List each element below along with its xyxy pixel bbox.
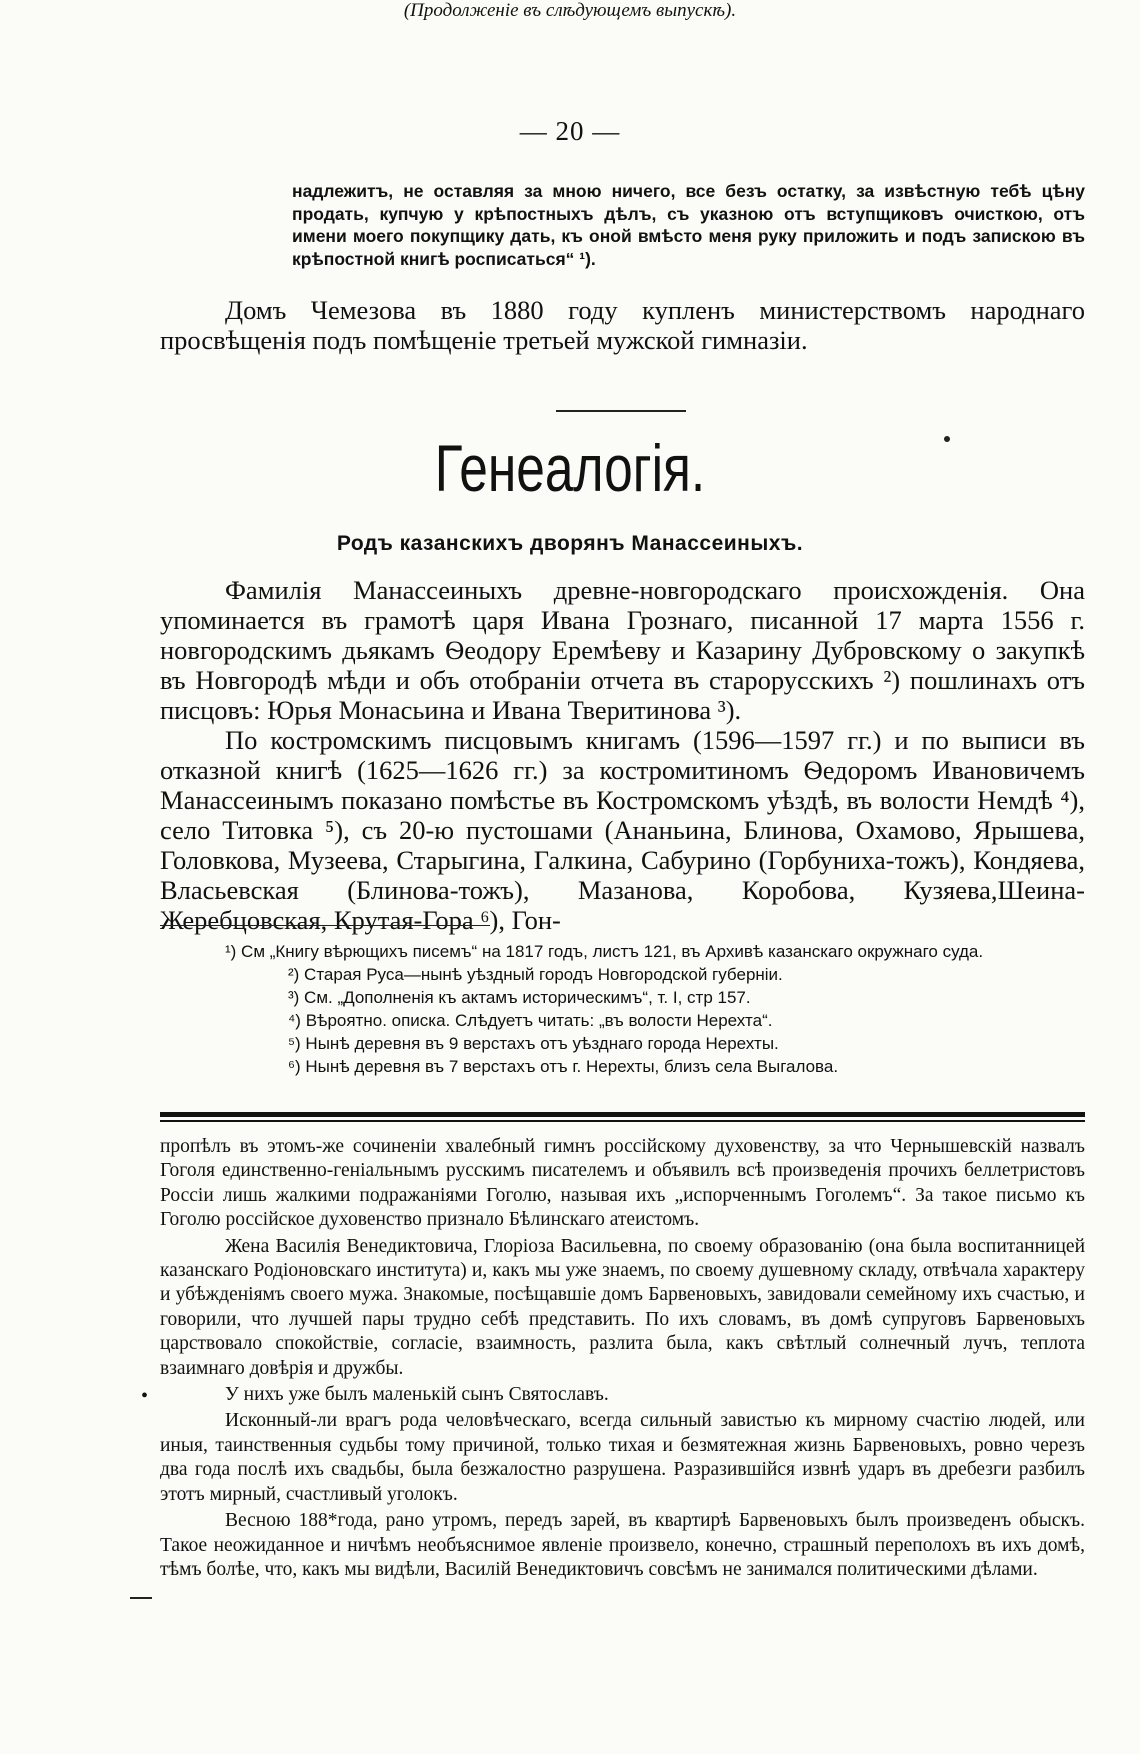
- margin-bullet: •: [141, 1385, 149, 1407]
- lower-paragraph-3: У нихъ уже былъ маленькій сынъ Святославъ.: [225, 1384, 609, 1406]
- margin-dash: [130, 1597, 152, 1599]
- section-subtitle: Родъ казанскихъ дворянъ Манассеиныхъ.: [336, 532, 804, 555]
- section-title: Генеалогія.: [434, 431, 706, 505]
- house-paragraph: Домъ Чемезова въ 1880 году купленъ министерствомъ народнаго просвѣщенія подъ помѣщеніе третьей мужской гимназіи.: [160, 295, 1085, 355]
- lower-paragraph-5: Весною 188*года, рано утромъ, передъ зарей, въ квартирѣ Барвеновыхъ былъ произведенъ обыскъ. Такое неожиданное и ничѣмъ необъяснимое явленіе произвело, конечно, страшный переполохъ въ ихъ домѣ, тѣмъ болѣе, что, какъ мы видѣли, Василій Венедиктовичъ совсѣмъ не занимался политическими дѣлами.: [160, 1510, 1085, 1580]
- section-divider: [556, 410, 686, 412]
- page-separator-thick: [160, 1112, 1085, 1117]
- page-number: — 20 —: [519, 116, 621, 146]
- footnote-5: ⁵) Нынѣ деревня въ 9 верстахъ отъ уѣзднаго города Нерехты.: [288, 1034, 779, 1053]
- lower-paragraph-2: Жена Василія Венедиктовича, Глоріоза Васильевна, по своему образованію (она была воспитанницей казанскаго Родіоновскаго института) и, какъ мы уже знаемъ, по своему душевному складу, отвѣчала характеру и убѣжденіямъ своего мужа. Знакомые, посѣщавшіе домъ Барвеновыхъ, завидовали семейному ихъ счастью, и говорили, что лучшей пары трудно себѣ представить. По ихъ словамъ, въ домѣ супруговъ Барвеновыхъ царствовало спокойствіе, согласіе, взаимность, разлита была, какъ свѣтлый солнечный лучъ, теплота взаимнаго довѣрія и дружбы.: [160, 1235, 1085, 1379]
- genealogy-paragraph-2: По костромскимъ писцовымъ книгамъ (1596—1597 гг.) и по выписи въ отказной книгѣ (1625—1626 гг.) за костромитиномъ Ѳедоромъ Ивановичемъ Манассеинымъ показано помѣстье въ Костромскомъ уѣздѣ, въ волости Немдѣ ⁴), село Титовка ⁵), съ 20-ю пустошами (Ананьина, Блинова, Охамово, Ярышева, Головкова, Музеева, Старыгина, Галкина, Сабурино (Горбуниха-тожъ), Кондяева, Власьевская (Блинова-тожъ), Мазанова, Коробова, Кузяева,Шеина-Жеребцовская, Крутая-Гора ⁶), Гон-: [160, 725, 1085, 935]
- footnote-3: ³) См. „Дополненія къ актамъ историческимъ“, т. I, стр 157.: [288, 988, 751, 1007]
- lower-paragraph-1: пропѣлъ въ этомъ-же сочиненіи хвалебный гимнъ россійскому духовенству, за что Чернышевскій назвалъ Гоголя единственно-геніальнымъ русскимъ писателемъ и объявилъ всѣ произведенія прочихъ беллетристовъ Россіи лишь жалкими подражаніями Гоголю, называя ихъ „испорченнымъ Гоголемъ“. За такое письмо къ Гоголю россійское духовенство признало Бѣлинскаго атеистомъ.: [160, 1136, 1085, 1231]
- footnote-4: ⁴) Вѣроятно. описка. Слѣдуетъ читать: „въ волости Нерехта“.: [288, 1011, 773, 1030]
- footnote-1: ¹) См „Книгу вѣрющихъ писемъ“ на 1817 годъ, листъ 121, въ Архивѣ казанскаго окружнаго суда.: [225, 942, 984, 961]
- page-separator-thin: [160, 1120, 1085, 1122]
- genealogy-paragraph-1: Фамилія Манассеиныхъ древне-новгородскаго происхожденія. Она упоминается въ грамотѣ царя Ивана Грознаго, писанной 17 марта 1556 г. новгородскимъ дьякамъ Ѳеодору Еремѣеву и Казарину Дубровскому о закупкѣ въ Новгородѣ мѣди и объ отобраніи отчета въ старорусскихъ ²) пошлинахъ отъ писцовъ: Юрья Монасьина и Ивана Тверитинова ³).: [160, 575, 1085, 725]
- continuation-note: (Продолженіе въ слѣдующемъ выпускѣ).: [403, 0, 737, 21]
- footnote-rule: [160, 925, 490, 926]
- footnotes: [160, 940, 1085, 1078]
- footnote-2: ²) Старая Руса—нынѣ уѣздный городъ Новгородской губерніи.: [288, 965, 783, 984]
- lower-body: [160, 1135, 1085, 1584]
- genealogy-body: [160, 575, 1085, 935]
- lower-paragraph-4: Исконный-ли врагъ рода человѣческаго, всегда сильный завистью къ мирному счастію людей, или иныя, таинственныя судьбы тому причиной, только тихая и безмятежная жизнь Барвеновыхъ, ровно черезъ два года послѣ ихъ свадьбы, была безжалостно разрушена. Разразившійся извнѣ ударъ въ дребезги разбилъ этотъ мирный, счастливый уголокъ.: [160, 1410, 1085, 1505]
- footnote-6: ⁶) Нынѣ деревня въ 7 верстахъ отъ г. Нерехты, близъ села Выгалова.: [288, 1057, 839, 1076]
- quote-block: надлежитъ, не оставляя за мною ничего, все безъ остатку, за извѣстную тебѣ цѣну продать, купчую у крѣпостныхъ дѣлъ, съ указною отъ вступщиковъ очисткою, отъ имени моего покупщику дать, къ оной вмѣсто меня руку приложить и подъ запискою въ крѣпостной книгѣ росписаться“ ¹).: [292, 181, 1085, 269]
